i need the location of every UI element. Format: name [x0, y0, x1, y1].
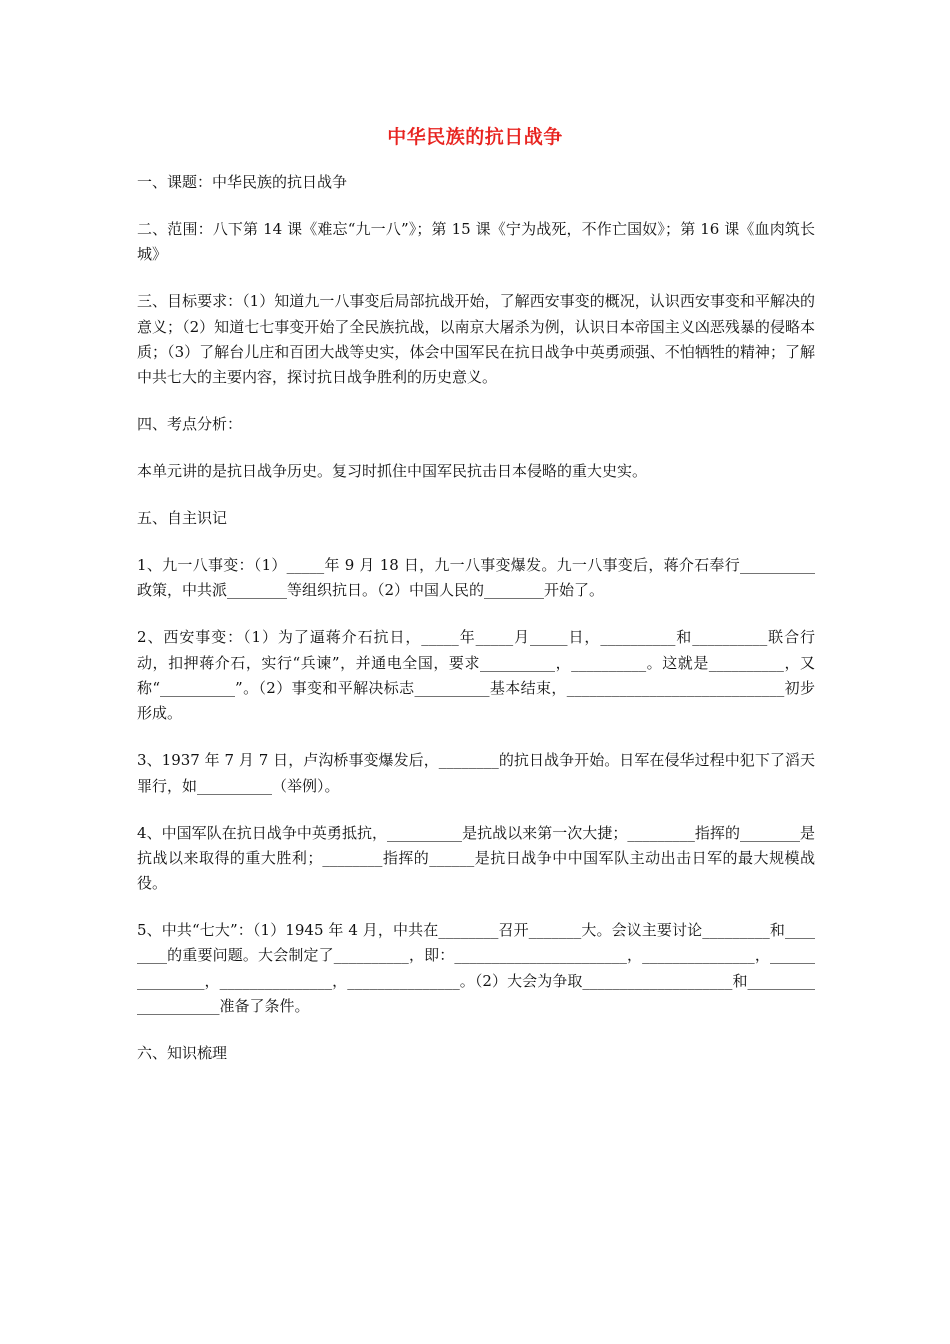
section-knowledge-heading: 六、知识梳理 [137, 1043, 228, 1062]
question-2: 2、西安事变：（1）为了逼蒋介石抗日，_____年_____月_____日，__________和__________联合行动，扣押蒋介石，实行“兵谏”，并通电全国，要求__________，__________。这就是__________，又称“__________”。（2）事变和平解决标志__________基本结束，_____________________________初步形成。 [137, 628, 815, 723]
question-1: 1、九一八事变：（1）_____年 9 月 18 日，九一八事变爆发。九一八事变后，蒋介石奉行__________政策，中共派________等组织抗日。（2）中国人民的________开始了。 [137, 556, 815, 600]
section-objectives: 三、目标要求：（1）知道九一八事变后局部抗战开始，了解西安事变的概况，认识西安事变和平解决的意义；（2）知道七七事变开始了全民族抗战，以南京大屠杀为例，认识日本帝国主义凶恶残暴的侵略本质；（3）了解台儿庄和百团大战等史实，体会中国军民在抗日战争中英勇顽强、不怕牺牲的精神；了解中共七大的主要内容，探讨抗日战争胜利的历史意义。 [137, 292, 815, 387]
section-scope: 二、范围：八下第 14 课《难忘“九一八”》；第 15 课《宁为战死，不作亡国奴》；第 16 课《血肉筑长城》 [137, 219, 815, 264]
document-title: 中华民族的抗日战争 [387, 126, 563, 148]
section-exam-analysis-heading: 四、考点分析： [137, 415, 243, 434]
section-topic: 一、课题：中华民族的抗日战争 [137, 173, 348, 191]
question-5: 5、中共“七大”：（1）1945 年 4 月，中共在________召开_______大。会议主要讨论_________和________的重要问题。大会制定了__________，即：_______________________，_______________，_______________，_______________，_______________。（2）大会为争取____________________和____________________准备了条件。 [137, 921, 815, 1015]
question-3: 3、1937 年 7 月 7 日，卢沟桥事变爆发后，________的抗日战争开始。日军在侵华过程中犯下了滔天罪行，如__________（举例）。 [137, 751, 815, 795]
document-body [137, 170, 815, 1088]
section-exam-analysis-text: 本单元讲的是抗日战争历史。复习时抓住中国军民抗击日本侵略的重大史实。 [137, 462, 648, 481]
question-4: 4、中国军队在抗日战争中英勇抵抗，__________是抗战以来第一次大捷；_________指挥的________是抗战以来取得的重大胜利；________指挥的______是抗日战争中中国军队主动出击日军的最大规模战役。 [137, 823, 815, 893]
section-self-study-heading: 五、自主识记 [137, 509, 228, 528]
